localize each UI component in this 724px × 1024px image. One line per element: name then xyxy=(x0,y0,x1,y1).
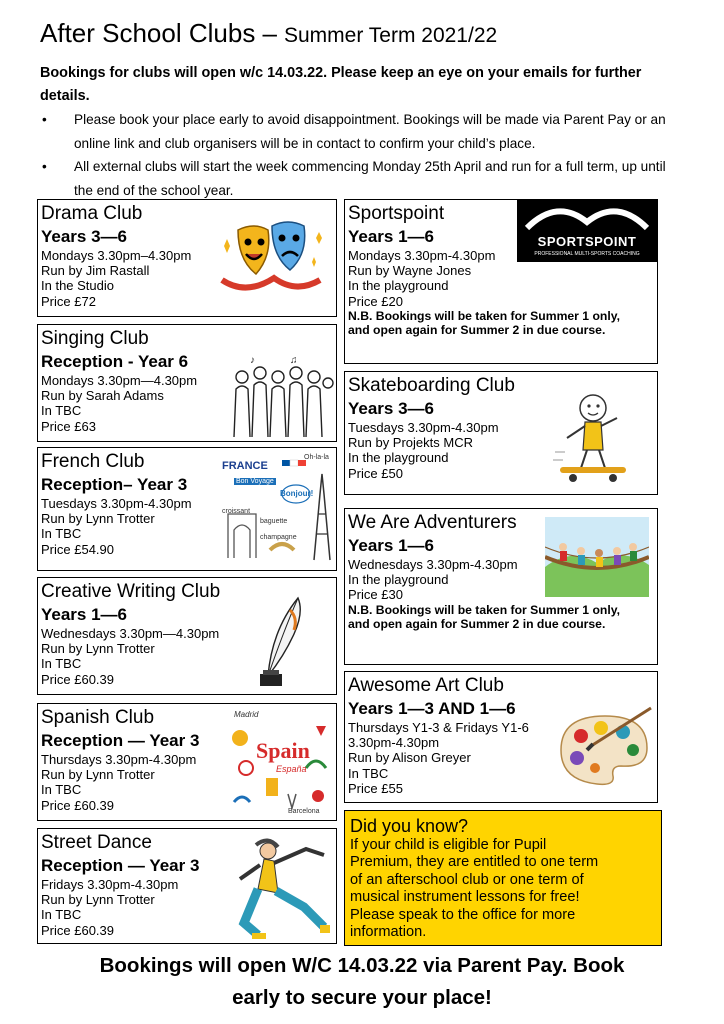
champagne-word: champagne xyxy=(260,534,297,541)
did-you-know-body xyxy=(350,837,598,941)
club-name: French Club xyxy=(41,451,145,472)
club-place: In the playground xyxy=(348,450,449,466)
club-time: Thursdays 3.30pm-4.30pm xyxy=(41,752,197,767)
barcelona-word: Barcelona xyxy=(288,808,320,815)
club-card-french xyxy=(37,447,337,571)
club-place: In TBC xyxy=(41,907,82,923)
info-bullets xyxy=(40,108,680,202)
paint-palette-icon xyxy=(551,706,655,790)
baguette-word: baguette xyxy=(260,518,288,525)
adventurers-bridge-image xyxy=(545,517,649,597)
club-years: Years 1—3 AND 1—6 xyxy=(348,699,516,718)
club-name: Sportspoint xyxy=(348,203,445,224)
club-place: In TBC xyxy=(41,656,82,672)
did-you-know-line: Premium, they are entitled to one term xyxy=(350,854,599,871)
club-runby: Run by Projekts MCR xyxy=(348,435,473,451)
club-place: In the playground xyxy=(348,278,449,294)
club-card-spanish xyxy=(37,703,337,821)
club-card-sportspoint xyxy=(344,199,658,364)
logo-swoosh-icon xyxy=(517,204,657,234)
club-time: Mondays 3.30pm–4.30pm xyxy=(41,248,192,263)
madrid-word: Madrid xyxy=(234,710,259,719)
club-years: Years 3—6 xyxy=(348,399,435,418)
club-price: Price £50 xyxy=(348,465,403,481)
club-name: Singing Club xyxy=(41,328,149,349)
club-note: N.B. Bookings will be taken for Summer 1 only, and open again for Summer 2 in due course. xyxy=(348,308,621,338)
quill-ink-pot-icon xyxy=(254,590,314,688)
club-time: Mondays 3.30pm-4.30pm xyxy=(348,248,496,263)
club-price: Price £60.39 xyxy=(41,922,114,938)
footer-line-2: early to secure your place! xyxy=(232,986,492,1009)
spain-word: Spain xyxy=(256,738,310,763)
club-price: Price £30 xyxy=(348,587,403,603)
street-dancer-image xyxy=(234,837,332,941)
logo-text: SPORTSPOINT xyxy=(537,234,637,249)
club-card-creative-writing xyxy=(37,577,337,695)
club-time-2: 3.30pm-4.30pm xyxy=(348,735,440,751)
title-main: After School Clubs – xyxy=(40,18,278,48)
club-price: Price £60.39 xyxy=(41,671,114,687)
croissant-word: croissant xyxy=(222,508,251,515)
club-years: Reception– Year 3 xyxy=(41,475,188,494)
did-you-know-line: If your child is eligible for Pupil xyxy=(350,837,547,853)
france-collage-image xyxy=(220,454,334,566)
club-card-singing xyxy=(37,324,337,442)
logo-subtext: PROFESSIONAL MULTI-SPORTS COACHING xyxy=(534,251,640,257)
club-name: Creative Writing Club xyxy=(41,581,221,602)
club-card-skateboarding xyxy=(344,371,658,495)
bonjour-word: Bonjour! xyxy=(280,489,314,498)
club-place: In TBC xyxy=(41,403,82,419)
club-time: Tuesdays 3.30pm-4.30pm xyxy=(348,420,499,435)
club-years: Reception — Year 3 xyxy=(41,856,200,875)
page-title xyxy=(40,18,497,49)
did-you-know-panel xyxy=(344,810,662,946)
footer-line-1: Bookings will open W/C 14.03.22 via Parent Pay. Book xyxy=(99,954,625,977)
club-runby: Run by Alison Greyer xyxy=(348,750,471,766)
bullet-item: • All external clubs will start the week commencing Monday 25th April and run for a full term, up until the end of the school year. xyxy=(40,155,680,202)
club-runby: Run by Lynn Trotter xyxy=(41,511,155,527)
club-years: Reception - Year 6 xyxy=(41,352,189,371)
club-time: Fridays 3.30pm-4.30pm xyxy=(41,877,179,892)
did-you-know-line: of an afterschool club or one term of xyxy=(350,871,584,888)
club-runby: Run by Wayne Jones xyxy=(348,263,472,279)
club-price: Price £60.39 xyxy=(41,797,114,813)
club-runby: Run by Sarah Adams xyxy=(41,388,164,404)
title-sub: Summer Term 2021/22 xyxy=(283,24,498,47)
club-card-adventurers xyxy=(344,508,658,665)
intro-text: Bookings for clubs will open w/c 14.03.22. Please keep an eye on your emails for further details. xyxy=(40,65,642,104)
club-place: In TBC xyxy=(41,782,82,798)
club-place: In TBC xyxy=(41,526,82,542)
did-you-know-line: information. xyxy=(350,924,427,941)
did-you-know-heading: Did you know? xyxy=(350,816,469,836)
club-runby: Run by Lynn Trotter xyxy=(41,892,155,908)
club-name: Drama Club xyxy=(41,203,143,224)
club-price: Price £63 xyxy=(41,418,96,434)
club-card-drama xyxy=(37,199,337,317)
sportspoint-logo xyxy=(517,200,657,262)
club-price: Price £54.90 xyxy=(41,541,114,557)
club-years: Years 1—6 xyxy=(348,536,435,555)
svg-text:♪: ♪ xyxy=(250,355,255,366)
france-word: FRANCE xyxy=(222,460,268,472)
club-years: Reception — Year 3 xyxy=(41,731,200,750)
club-name: Awesome Art Club xyxy=(348,675,504,696)
club-runby: Run by Jim Rastall xyxy=(41,263,150,279)
club-price: Price £20 xyxy=(348,293,403,309)
club-name: We Are Adventurers xyxy=(348,512,517,533)
club-time: Wednesdays 3.30pm—4.30pm xyxy=(41,626,220,641)
club-place: In TBC xyxy=(348,765,389,781)
theatre-masks-image xyxy=(216,216,332,298)
bonvoyage-word: Bon Voyage xyxy=(236,478,274,485)
bullet-item: • Please book your place early to avoid disappointment. Bookings will be made via Parent Pay or an online link and club organisers will be in contact to confirm your child’s place. xyxy=(40,108,680,155)
club-note: N.B. Bookings will be taken for Summer 1 only, and open again for Summer 2 in due course. xyxy=(348,602,621,632)
club-card-street-dance xyxy=(37,828,337,944)
club-price: Price £55 xyxy=(348,780,403,796)
skateboarder-image xyxy=(551,390,635,486)
club-place: In the playground xyxy=(348,572,449,588)
club-runby: Run by Lynn Trotter xyxy=(41,767,155,783)
ohlala-word: Oh-la-la xyxy=(304,454,329,461)
club-time: Mondays 3.30pm—4.30pm xyxy=(41,373,198,388)
club-name: Street Dance xyxy=(41,832,152,853)
club-time: Wednesdays 3.30pm-4.30pm xyxy=(348,557,518,572)
club-price: Price £72 xyxy=(41,293,96,309)
club-name: Spanish Club xyxy=(41,707,155,728)
svg-text:♫: ♫ xyxy=(290,355,298,366)
club-time: Thursdays Y1-3 & Fridays Y1-6 xyxy=(348,720,529,735)
club-years: Years 3—6 xyxy=(41,227,128,246)
espana-word: España xyxy=(276,764,307,774)
did-you-know-line: Please speak to the office for more xyxy=(350,906,576,923)
club-time: Tuesdays 3.30pm-4.30pm xyxy=(41,496,192,511)
did-you-know-line: musical instrument lessons for free! xyxy=(350,889,580,906)
choir-singers-image xyxy=(230,355,334,439)
club-place: In the Studio xyxy=(41,278,114,294)
spain-collage-image xyxy=(226,708,336,818)
club-runby: Run by Lynn Trotter xyxy=(41,641,155,657)
club-years: Years 1—6 xyxy=(348,227,435,246)
club-card-art xyxy=(344,671,658,803)
club-name: Skateboarding Club xyxy=(348,375,515,396)
club-years: Years 1—6 xyxy=(41,605,128,624)
